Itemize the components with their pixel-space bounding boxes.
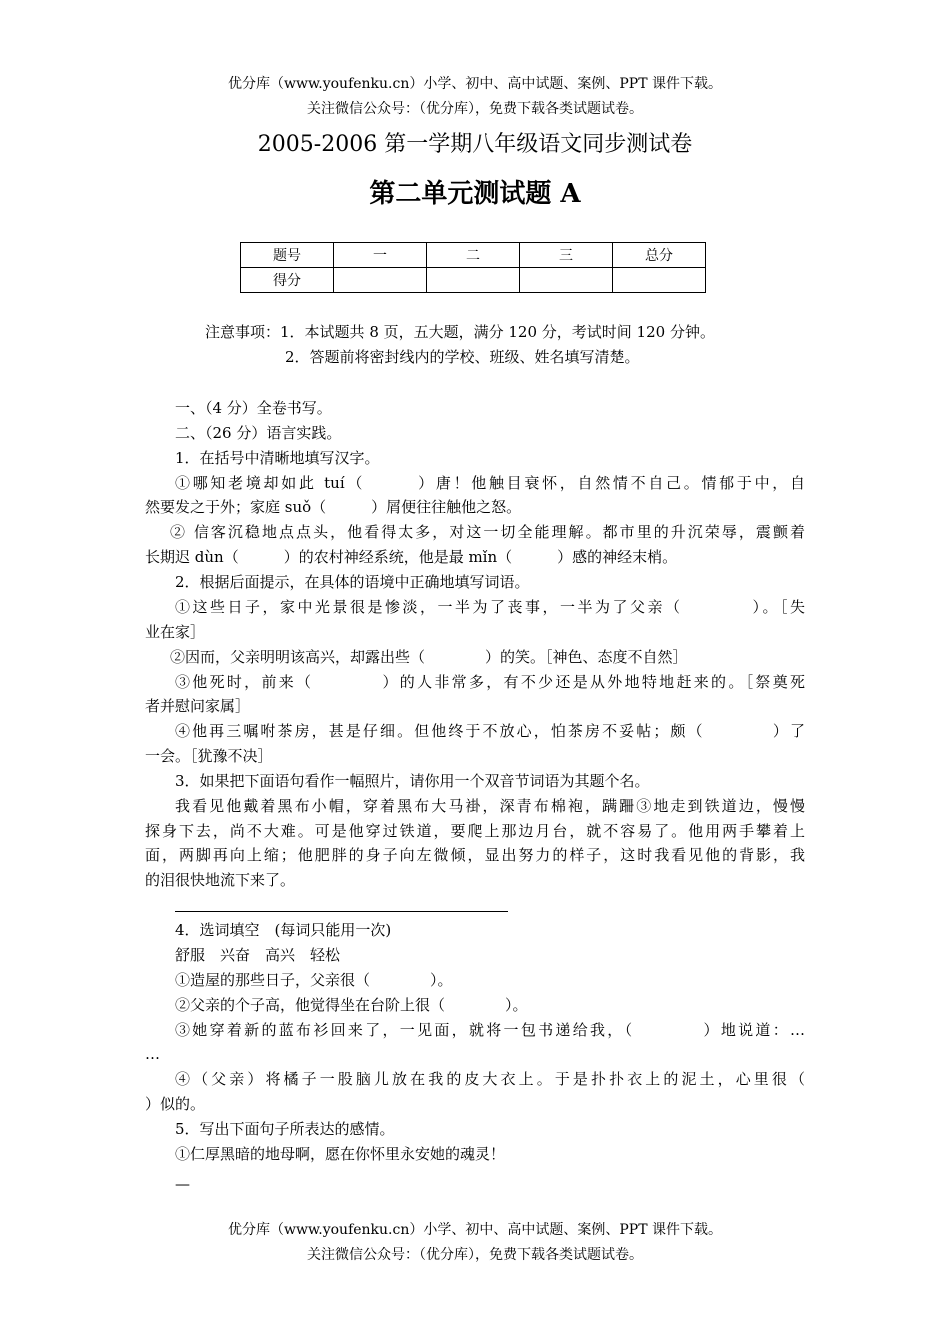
score-table-score-row <box>241 268 706 293</box>
q4-c-line-1: ③她穿着新的蓝布衫回来了，一见面，就将一包书递给我，（ ）地说道：… <box>175 1021 805 1039</box>
q4-title: 4．选词填空 (每词只能用一次) <box>175 921 392 939</box>
q2-b: ②因而，父亲明明该高兴，却露出些（ ）的笑。［神色、态度不自然］ <box>170 648 688 666</box>
q4-d-line-1: ④（父亲）将橘子一股脑儿放在我的皮大衣上。于是扑扑衣上的泥土，心里很（ <box>175 1070 805 1088</box>
q1-a-line-1: ①哪知老境却如此 tuí（ ）唐！他触目衰怀，自然情不自己。情郁于中，自 <box>175 474 805 492</box>
q3-title: 3．如果把下面语句看作一幅照片，请你用一个双音节词语为其题个名。 <box>175 772 650 790</box>
table-cell: 题号 <box>241 243 334 268</box>
q2-title: 2．根据后面提示，在具体的语境中正确地填写词语。 <box>175 573 530 591</box>
q3-passage-line-3: 面，两脚再向上缩；他肥胖的身子向左微倾，显出努力的样子，这时我看见他的背影，我 <box>145 846 805 864</box>
notice-line-1: 注意事项：1．本试题共 8 页，五大题，满分 120 分，考试时间 120 分钟。 <box>205 323 715 341</box>
score-cell[interactable] <box>427 268 520 293</box>
footer-line-2: 关注微信公众号：（优分库），免费下载各类试题试卷。 <box>307 1247 643 1263</box>
q4-d-line-2: ）似的。 <box>145 1095 206 1113</box>
score-table <box>240 242 706 293</box>
q5-a: ①仁厚黑暗的地母啊，愿在你怀里永安她的魂灵！ <box>175 1145 506 1163</box>
q3-passage-line-1: 我看见他戴着黑布小帽，穿着黑布大马褂，深青布棉袍，蹒跚③地走到铁道边，慢慢 <box>175 797 805 815</box>
q2-a-line-1: ①这些日子，家中光景很是惨淡，一半为了丧事，一半为了父亲（ ）。［失 <box>175 598 805 616</box>
q1-title: 1．在括号中清晰地填写汉字。 <box>175 449 380 467</box>
score-cell[interactable] <box>334 268 427 293</box>
score-table-header-row <box>241 243 706 268</box>
notice-line-2: 2．答题前将密封线内的学校、班级、姓名填写清楚。 <box>285 348 640 366</box>
header-line-1: 优分库（www.youfenku.cn）小学、初中、高中试题、案例、PPT 课件下载。 <box>227 76 722 92</box>
table-cell: 得分 <box>241 268 334 293</box>
score-cell[interactable] <box>520 268 613 293</box>
q5-title: 5．写出下面句子所表达的感情。 <box>175 1120 395 1138</box>
header-line-2: 关注微信公众号：（优分库），免费下载各类试题试卷。 <box>307 101 643 117</box>
q1-b-line-2: 长期迟 dùn（ ）的农村神经系统，他是最 mǐn（ ）感的神经末梢。 <box>145 548 678 566</box>
table-cell: 二 <box>427 243 520 268</box>
unit-title: 第二单元测试题 A <box>369 179 581 209</box>
q2-c-line-2: 者并慰问家属］ <box>145 697 251 715</box>
q3-passage-line-4: 的泪很快地流下来了。 <box>145 871 296 889</box>
section-one: 一、（4 分）全卷书写。 <box>175 399 332 417</box>
q1-b-line-1: ② 信客沉稳地点点头，他看得太多，对这一切全能理解。都市里的升沉荣辱，震颤着 <box>170 523 805 541</box>
q2-d-line-1: ④他再三嘱咐茶房，甚是仔细。但他终于不放心，怕茶房不妥帖；颇（ ）了 <box>175 722 805 740</box>
exam-title: 2005-2006 第一学期八年级语文同步测试卷 <box>257 132 693 157</box>
q3-answer-line[interactable] <box>175 911 508 912</box>
score-cell[interactable] <box>613 268 706 293</box>
q3-passage-line-2: 探身下去，尚不大难。可是他穿过铁道，要爬上那边月台，就不容易了。他用两手攀着上 <box>145 822 805 840</box>
q2-c-line-1: ③他死时，前来（ ）的人非常多，有不少还是从外地特地赶来的。［祭奠死 <box>175 673 805 691</box>
q5-answer-blank[interactable]: — <box>175 1175 190 1193</box>
table-cell: 三 <box>520 243 613 268</box>
q4-c-line-2: … <box>145 1045 160 1063</box>
table-cell: 一 <box>334 243 427 268</box>
q4-a: ①造屋的那些日子，父亲很（ ）。 <box>175 971 453 989</box>
q2-d-line-2: 一会。［犹豫不决］ <box>145 747 273 765</box>
q4-word-list: 舒服 兴奋 高兴 轻松 <box>175 946 341 964</box>
section-two: 二、（26 分）语言实践。 <box>175 424 342 442</box>
q4-b: ②父亲的个子高，他觉得坐在台阶上很（ ）。 <box>175 996 528 1014</box>
table-cell: 总分 <box>613 243 706 268</box>
q1-a-line-2: 然要发之于外；家庭 suǒ（ ）屑便往往触他之怒。 <box>145 498 522 516</box>
footer-line-1: 优分库（www.youfenku.cn）小学、初中、高中试题、案例、PPT 课件下载。 <box>227 1222 722 1238</box>
q2-a-line-2: 业在家］ <box>145 623 206 641</box>
